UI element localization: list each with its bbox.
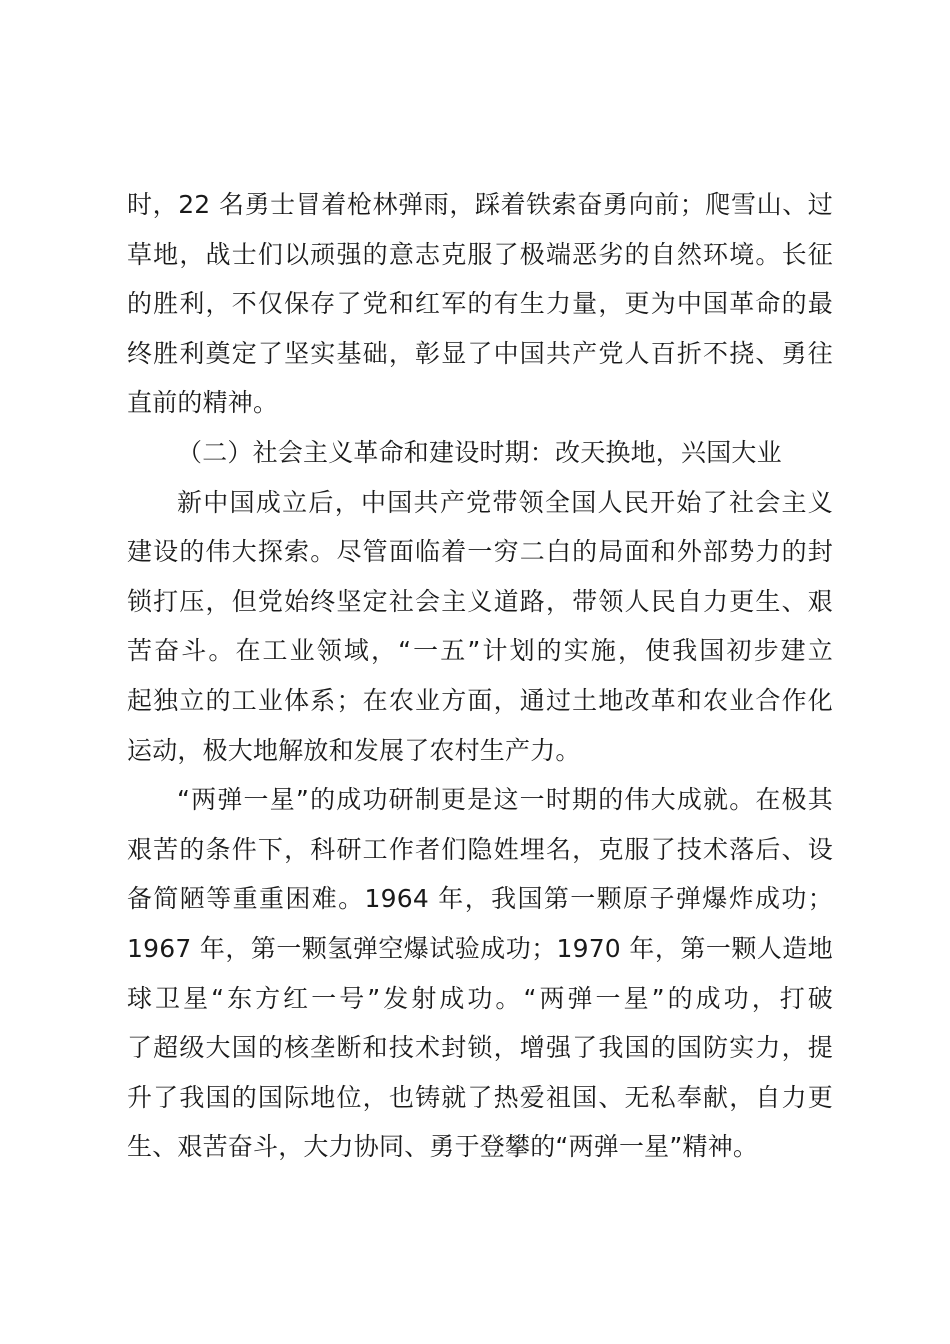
paragraph-line: 生、艰苦奋斗，大力协同、勇于登攀的“两弹一星”精神。 bbox=[127, 1132, 759, 1162]
paragraph-line: 1967 年，第一颗氢弹空爆试验成功；1970 年，第一颗人造地 bbox=[127, 933, 833, 963]
paragraph-new-china bbox=[127, 478, 833, 776]
paragraph-line: 了超级大国的核垄断和技术封锁，增强了我国的国防实力，提 bbox=[127, 1033, 833, 1063]
paragraph-line: 时，22 名勇士冒着枪林弹雨，踩着铁索奋勇向前；爬雪山、过 bbox=[127, 190, 833, 219]
paragraph-line: 起独立的工业体系；在农业方面，通过土地改革和农业合作化 bbox=[127, 685, 833, 715]
paragraph-two-bombs-one-satellite bbox=[127, 775, 833, 1172]
paragraph-line: 建设的伟大探索。尽管面临着一穷二白的局面和外部势力的封 bbox=[127, 537, 833, 567]
paragraph-long-march-continued bbox=[127, 180, 833, 428]
paragraph-line: 备简陋等重重困难。1964 年，我国第一颗原子弹爆炸成功； bbox=[127, 884, 833, 914]
paragraph-line: 升了我国的国际地位，也铸就了热爱祖国、无私奉献，自力更 bbox=[127, 1082, 833, 1112]
paragraph-line: 锁打压，但党始终坚定社会主义道路，带领人民自力更生、艰 bbox=[127, 586, 833, 616]
paragraph-line: 草地，战士们以顽强的意志克服了极端恶劣的自然环境。长征 bbox=[127, 239, 833, 269]
paragraph-line: 艰苦的条件下，科研工作者们隐姓埋名，克服了技术落后、设 bbox=[127, 834, 833, 864]
paragraph-line: 终胜利奠定了坚实基础，彰显了中国共产党人百折不挠、勇往 bbox=[127, 338, 833, 368]
paragraph-line: 直前的精神。 bbox=[127, 388, 279, 418]
section-heading: （二）社会主义革命和建设时期：改天换地，兴国大业 bbox=[177, 437, 782, 467]
paragraph-line: 运动，极大地解放和发展了农村生产力。 bbox=[127, 735, 581, 765]
paragraph-line: “两弹一星”的成功研制更是这一时期的伟大成就。在极其 bbox=[177, 785, 833, 815]
paragraph-line: 的胜利，不仅保存了党和红军的有生力量，更为中国革命的最 bbox=[127, 289, 833, 319]
paragraph-line: 新中国成立后，中国共产党带领全国人民开始了社会主义 bbox=[177, 487, 833, 517]
paragraph-line: 球卫星“东方红一号”发射成功。“两弹一星”的成功，打破 bbox=[127, 983, 833, 1013]
paragraph-line: 苦奋斗。在工业领域，“一五”计划的实施，使我国初步建立 bbox=[127, 636, 833, 666]
document-body bbox=[127, 180, 833, 1172]
